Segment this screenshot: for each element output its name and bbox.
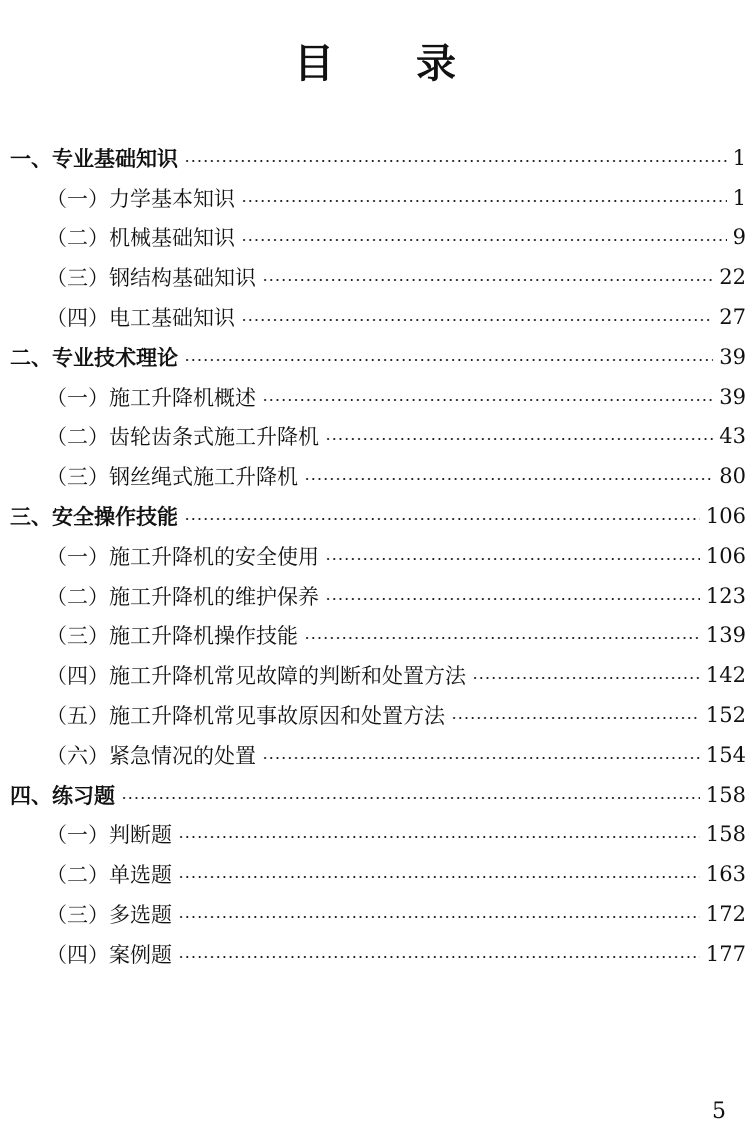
toc-section-entry[interactable] — [0, 297, 750, 337]
dot-leader — [262, 399, 713, 401]
dot-leader — [472, 677, 700, 679]
toc-section-entry[interactable] — [0, 616, 750, 656]
dot-leader — [325, 558, 700, 560]
dot-leader — [304, 478, 713, 480]
dot-leader — [241, 239, 727, 241]
toc-entry-page-number: 1 — [732, 145, 746, 170]
dot-leader — [325, 438, 713, 440]
toc-section-entry[interactable] — [0, 894, 750, 934]
dot-leader — [178, 876, 700, 878]
toc-entry-label: （一）施工升降机的安全使用 — [46, 544, 319, 569]
toc-entry-page-number: 106 — [705, 543, 746, 568]
dot-leader — [241, 319, 713, 321]
toc-chapter-entry[interactable] — [0, 496, 750, 536]
toc-section-entry[interactable] — [0, 854, 750, 894]
dot-leader — [241, 200, 727, 202]
toc-section-entry[interactable] — [0, 695, 750, 735]
toc-section-entry[interactable] — [0, 815, 750, 855]
toc-entry-page-number: 22 — [719, 265, 746, 290]
dot-leader — [304, 637, 700, 639]
toc-entry-page-number: 154 — [705, 742, 746, 767]
toc-entry-page-number: 152 — [705, 703, 746, 728]
toc-entry-page-number: 177 — [705, 941, 746, 966]
toc-entry-page-number: 27 — [719, 305, 746, 330]
toc-entry-label: （三）施工升降机操作技能 — [46, 624, 298, 649]
toc-entry-label: （四）施工升降机常见故障的判断和处置方法 — [46, 664, 466, 689]
dot-leader — [325, 598, 700, 600]
dot-leader — [262, 279, 713, 281]
toc-entry-label: （五）施工升降机常见事故原因和处置方法 — [46, 704, 445, 729]
page-title-char-2: 录 — [416, 41, 456, 87]
toc-section-entry[interactable] — [0, 178, 750, 218]
toc-entry-label: （三）钢结构基础知识 — [46, 266, 256, 291]
toc-entry-label: （一）判断题 — [46, 823, 172, 848]
toc-section-entry[interactable] — [0, 655, 750, 695]
toc-section-entry[interactable] — [0, 456, 750, 496]
toc-entry-label: （二）单选题 — [46, 863, 172, 888]
dot-leader — [178, 836, 700, 838]
toc-entry-page-number: 39 — [719, 384, 746, 409]
dot-leader — [178, 956, 700, 958]
toc-entry-label: 四、练习题 — [10, 783, 115, 808]
toc-section-entry[interactable] — [0, 536, 750, 576]
toc-entry-page-number: 1 — [732, 185, 746, 210]
toc-chapter-entry[interactable] — [0, 775, 750, 815]
toc-chapter-entry[interactable] — [0, 138, 750, 178]
dot-leader — [451, 717, 700, 719]
toc-entry-label: 三、安全操作技能 — [10, 505, 178, 530]
toc-entry-label: （一）施工升降机概述 — [46, 385, 256, 410]
dot-leader — [262, 757, 700, 759]
toc-entry-page-number: 80 — [719, 464, 746, 489]
toc-section-entry[interactable] — [0, 417, 750, 457]
toc-section-entry[interactable] — [0, 377, 750, 417]
toc-entry-label: （一）力学基本知识 — [46, 186, 235, 211]
page-number: 5 — [712, 1099, 726, 1124]
toc-entry-label: （三）多选题 — [46, 903, 172, 928]
toc-entry-label: （二）机械基础知识 — [46, 226, 235, 251]
toc-entry-page-number: 39 — [719, 344, 746, 369]
dot-leader — [184, 160, 727, 162]
page-title-char-1: 目 — [294, 41, 334, 87]
table-of-contents — [0, 138, 750, 974]
toc-entry-label: （三）钢丝绳式施工升降机 — [46, 465, 298, 490]
toc-entry-page-number: 142 — [705, 663, 746, 688]
toc-section-entry[interactable] — [0, 934, 750, 974]
toc-entry-label: 一、专业基础知识 — [10, 146, 178, 171]
toc-section-entry[interactable] — [0, 218, 750, 258]
toc-entry-page-number: 163 — [705, 862, 746, 887]
toc-entry-page-number: 9 — [732, 225, 746, 250]
toc-entry-page-number: 172 — [705, 902, 746, 927]
page-title — [0, 32, 750, 89]
dot-leader — [178, 916, 700, 918]
toc-entry-page-number: 123 — [705, 583, 746, 608]
dot-leader — [184, 359, 713, 361]
toc-entry-page-number: 158 — [705, 782, 746, 807]
toc-entry-label: 二、专业技术理论 — [10, 345, 178, 370]
dot-leader — [121, 797, 700, 799]
toc-entry-label: （四）案例题 — [46, 942, 172, 967]
toc-section-entry[interactable] — [0, 735, 750, 775]
toc-entry-page-number: 43 — [719, 424, 746, 449]
toc-chapter-entry[interactable] — [0, 337, 750, 377]
toc-entry-label: （四）电工基础知识 — [46, 306, 235, 331]
toc-entry-label: （二）齿轮齿条式施工升降机 — [46, 425, 319, 450]
toc-entry-label: （六）紧急情况的处置 — [46, 743, 256, 768]
toc-section-entry[interactable] — [0, 576, 750, 616]
toc-entry-page-number: 158 — [705, 822, 746, 847]
dot-leader — [184, 518, 700, 520]
toc-entry-label: （二）施工升降机的维护保养 — [46, 584, 319, 609]
toc-section-entry[interactable] — [0, 257, 750, 297]
toc-entry-page-number: 106 — [705, 504, 746, 529]
toc-entry-page-number: 139 — [705, 623, 746, 648]
